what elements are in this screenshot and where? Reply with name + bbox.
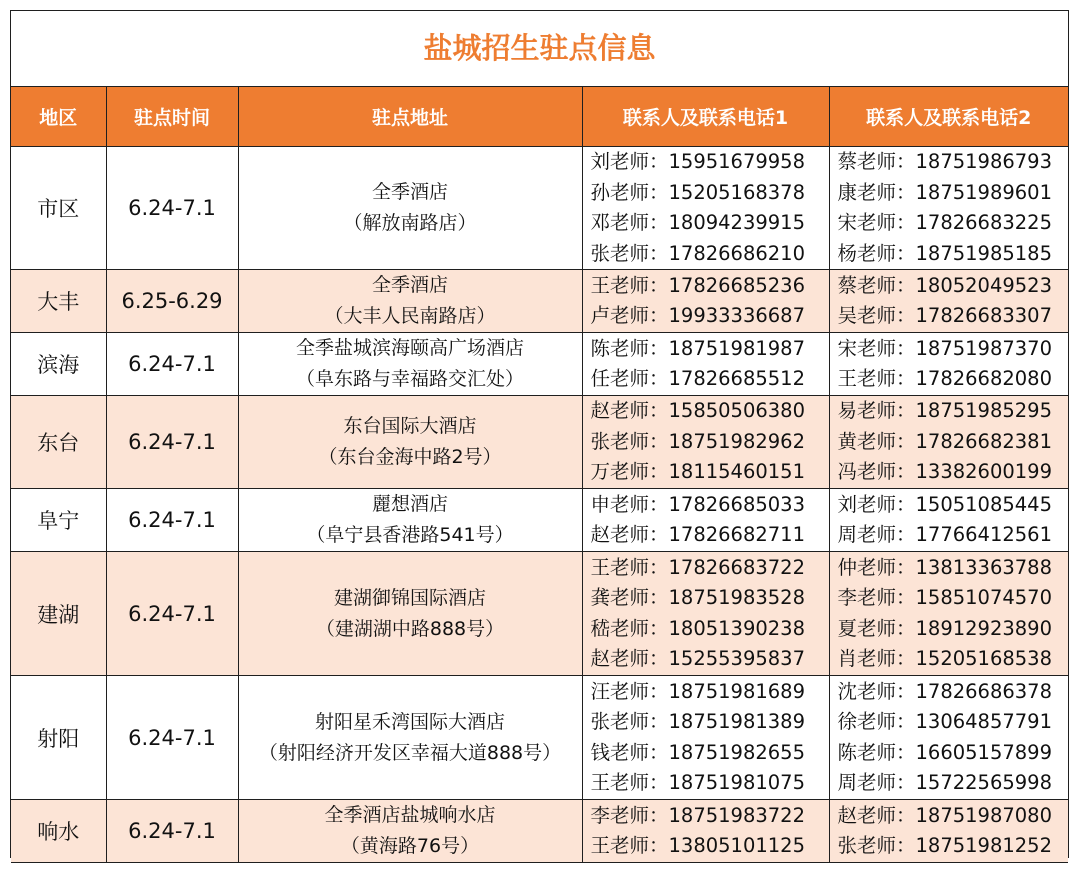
contact2-cell <box>829 489 1068 552</box>
contact-entry: 赵老师：17826682711 <box>590 523 805 546</box>
table-row <box>11 270 1068 333</box>
contact-entry: 周老师：17766412561 <box>837 523 1052 546</box>
address-line: 麗想酒店 <box>371 493 448 515</box>
station-table <box>11 87 1068 863</box>
contact-entry: 宋老师：18751987370 <box>837 336 1052 360</box>
table-row <box>11 800 1068 863</box>
contact-entry: 刘老师：15951679958 <box>590 150 805 173</box>
contact-entry: 邓老师：18094239915 <box>590 211 805 234</box>
contact-entry: 康老师：18751989601 <box>837 180 1052 204</box>
contact-entry: 杨老师：18751985185 <box>837 241 1052 265</box>
address-line: （阜宁县香港路541号） <box>306 524 514 546</box>
address-line: 全季酒店 <box>371 181 448 203</box>
contact2-cell <box>829 147 1068 270</box>
contact-entry: 汪老师：18751981689 <box>590 679 805 703</box>
address-line: （大丰人民南路店） <box>324 305 496 327</box>
contact1-cell <box>582 270 829 333</box>
contact1-cell <box>582 333 829 396</box>
contact1-cell <box>582 489 829 552</box>
contact-entry: 黄老师：17826682381 <box>837 429 1052 453</box>
contact-entry: 蔡老师：18751986793 <box>837 150 1052 173</box>
header-time: 驻点时间 <box>106 87 238 147</box>
contact-entry: 任老师：17826685512 <box>590 367 805 390</box>
contact-entry: 吴老师：17826683307 <box>837 304 1052 327</box>
address-line: 全季酒店盐城响水店 <box>324 804 496 826</box>
contact1-cell <box>582 800 829 863</box>
table-row <box>11 333 1068 396</box>
contact-entry: 孙老师：15205168378 <box>590 180 805 204</box>
contact-entry: 张老师：17826686210 <box>590 241 805 265</box>
contact-entry: 宋老师：17826683225 <box>837 211 1052 234</box>
time-cell: 6.24-7.1 <box>106 800 238 863</box>
contact-entry: 李老师：18751983722 <box>590 803 805 827</box>
table-row <box>11 489 1068 552</box>
table-row <box>11 396 1068 489</box>
sheet-title: 盐城招生驻点信息 <box>11 11 1068 87</box>
contact-entry: 王老师：17826683722 <box>590 555 805 579</box>
contact-entry: 龚老师：18751983528 <box>590 586 805 609</box>
contact-entry: 肖老师：15205168538 <box>837 647 1052 670</box>
contact2-cell <box>829 552 1068 676</box>
address-line: 全季酒店 <box>371 274 448 296</box>
address-line: （射阳经济开发区幸福大道888号） <box>258 741 562 764</box>
table-row <box>11 676 1068 800</box>
header-region: 地区 <box>11 87 106 147</box>
address-line: 全季盐城滨海颐高广场酒店 <box>295 337 524 359</box>
time-cell: 6.24-7.1 <box>106 676 238 800</box>
contact1-cell <box>582 396 829 489</box>
contact-entry: 周老师：15722565998 <box>837 771 1052 794</box>
contact1-cell <box>582 676 829 800</box>
contact-entry: 申老师：17826685033 <box>590 492 805 516</box>
header-contact2: 联系人及联系电话2 <box>829 87 1068 147</box>
contact-entry: 易老师：18751985295 <box>837 399 1052 423</box>
contact-entry: 嵇老师：18051390238 <box>590 616 805 640</box>
contact2-cell <box>829 270 1068 333</box>
contact-entry: 蔡老师：18052049523 <box>837 273 1052 297</box>
address-line: 建湖御锦国际酒店 <box>333 586 486 609</box>
contact2-cell <box>829 676 1068 800</box>
contact-entry: 赵老师：18751987080 <box>837 803 1052 827</box>
contact-entry: 万老师：18115460151 <box>590 460 805 484</box>
contact-entry: 王老师：17826685236 <box>590 273 805 297</box>
address-cell <box>238 489 582 552</box>
region-cell: 东台 <box>11 396 106 489</box>
contact-entry: 徐老师：13064857791 <box>837 710 1052 733</box>
contact-entry: 陈老师：16605157899 <box>837 740 1052 764</box>
address-cell <box>238 333 582 396</box>
address-cell <box>238 270 582 333</box>
contact1-cell <box>582 552 829 676</box>
contact-entry: 钱老师：18751982655 <box>590 740 805 764</box>
region-cell: 建湖 <box>11 552 106 676</box>
table-body <box>11 147 1068 863</box>
contact-entry: 沈老师：17826686378 <box>837 679 1052 703</box>
address-line: （建湖湖中路888号） <box>315 617 505 640</box>
contact-entry: 赵老师：15255395837 <box>590 647 805 670</box>
address-cell <box>238 552 582 676</box>
contact-entry: 张老师：18751981389 <box>590 710 805 733</box>
contact-entry: 刘老师：15051085445 <box>837 492 1052 516</box>
contact-entry: 冯老师：13382600199 <box>837 460 1052 484</box>
region-cell: 阜宁 <box>11 489 106 552</box>
address-cell <box>238 676 582 800</box>
time-cell: 6.24-7.1 <box>106 333 238 396</box>
info-sheet <box>10 10 1069 858</box>
table-row <box>11 147 1068 270</box>
contact-entry: 王老师：17826682080 <box>837 367 1052 390</box>
contact-entry: 李老师：15851074570 <box>837 586 1052 609</box>
contact-entry: 仲老师：13813363788 <box>837 555 1052 579</box>
address-cell <box>238 396 582 489</box>
contact-entry: 陈老师：18751981987 <box>590 336 805 360</box>
contact-entry: 卢老师：19933336687 <box>590 304 805 327</box>
contact-entry: 王老师：13805101125 <box>590 834 805 857</box>
contact2-cell <box>829 333 1068 396</box>
time-cell: 6.24-7.1 <box>106 552 238 676</box>
region-cell: 响水 <box>11 800 106 863</box>
address-cell <box>238 800 582 863</box>
address-line: 东台国际大酒店 <box>343 415 477 437</box>
time-cell: 6.24-7.1 <box>106 489 238 552</box>
contact-entry: 赵老师：15850506380 <box>590 399 805 423</box>
time-cell: 6.25-6.29 <box>106 270 238 333</box>
header-row <box>11 87 1068 147</box>
contact2-cell <box>829 800 1068 863</box>
address-line: （阜东路与幸福路交汇处） <box>295 368 524 390</box>
contact-entry: 张老师：18751981252 <box>837 834 1052 857</box>
address-line: （东台金海中路2号） <box>318 446 502 468</box>
region-cell: 大丰 <box>11 270 106 333</box>
table-row <box>11 552 1068 676</box>
time-cell: 6.24-7.1 <box>106 396 238 489</box>
contact-entry: 王老师：18751981075 <box>590 771 805 794</box>
address-cell <box>238 147 582 270</box>
address-line: （解放南路店） <box>343 212 477 234</box>
header-contact1: 联系人及联系电话1 <box>582 87 829 147</box>
contact-entry: 夏老师：18912923890 <box>837 616 1052 640</box>
contact2-cell <box>829 396 1068 489</box>
region-cell: 市区 <box>11 147 106 270</box>
contact-entry: 张老师：18751982962 <box>590 429 805 453</box>
region-cell: 射阳 <box>11 676 106 800</box>
address-line: （黄海路76号） <box>340 835 480 857</box>
contact1-cell <box>582 147 829 270</box>
address-line: 射阳星禾湾国际大酒店 <box>314 710 505 733</box>
region-cell: 滨海 <box>11 333 106 396</box>
time-cell: 6.24-7.1 <box>106 147 238 270</box>
header-address: 驻点地址 <box>238 87 582 147</box>
